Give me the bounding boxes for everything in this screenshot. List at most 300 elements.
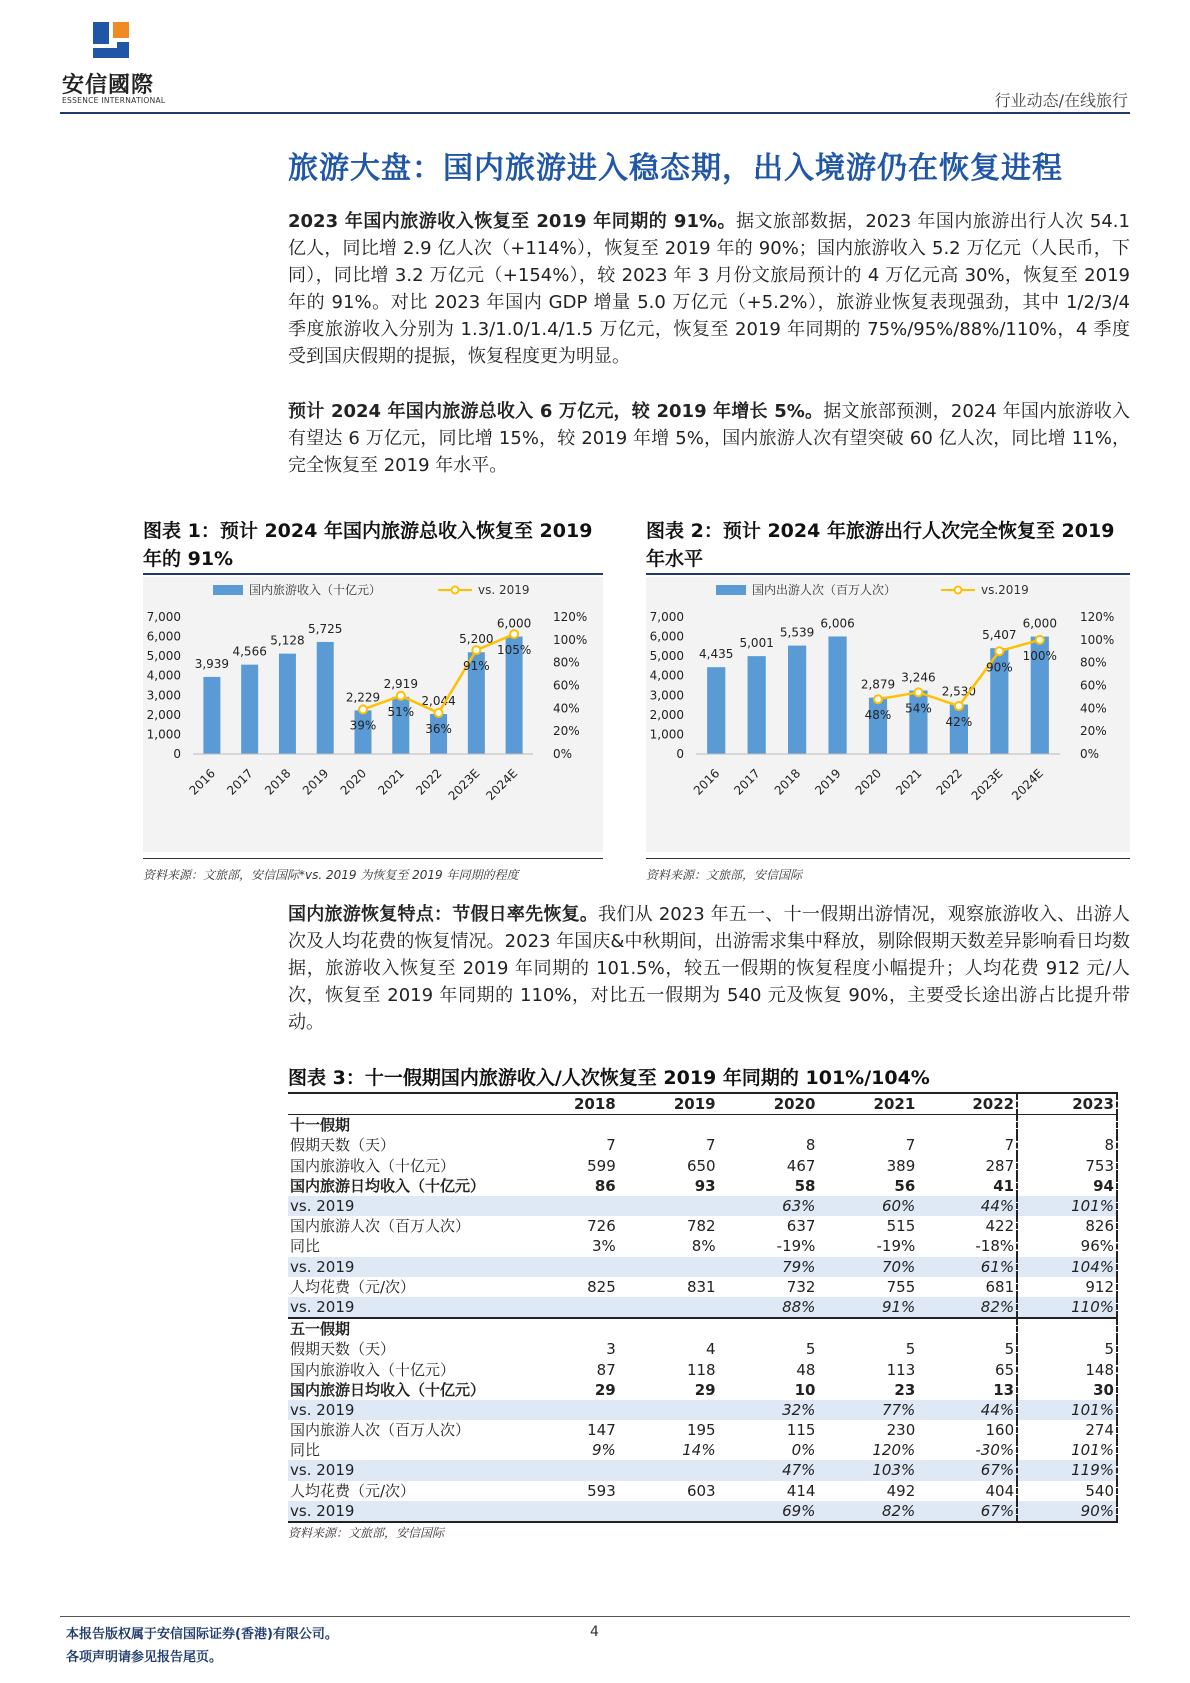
table-cell: 7 (606, 1136, 616, 1155)
table-cell: 91% (817, 1297, 917, 1318)
bar-value-label: 6,006 (820, 616, 855, 631)
y-tick-label: 1,000 (146, 727, 181, 742)
paragraph-body: 据文旅部数据，2023 年国内旅游出行人次 54.1 亿人，同比增 2.9 亿人次（+114%），恢复至 2019 年的 90%；国内旅游收入 5.2 万亿元（人民币，下同），同比增 3.2 万亿元（+154%），较 2023 年 3 月份文旅局预计的 4 万亿元高 30%，恢复至 2019 年的 91%。对比 2023 年国内 GDP 增量 5.0 万亿元（+5.2%），旅游业恢复表现强劲，其中 1/2/3/4 季度旅游收入分别为 1.3/1.0/1.4/1.5 万亿元，恢复至 2019 年同期的 75%/95%/88%/110%，4 季度受到国庆假期的提振，恢复程度更为明显。 (288, 211, 1130, 367)
table-cell: 287 (985, 1156, 1015, 1175)
y2-tick-label: 0% (553, 747, 573, 761)
bar-value-label: 3,939 (194, 656, 230, 671)
table-cell: 732 (786, 1277, 816, 1296)
table-section-row (288, 1318, 1117, 1339)
paragraph-lead: 2023 年国内旅游收入恢复至 2019 年同期的 91%。 (288, 211, 736, 232)
table-row (288, 1135, 1117, 1155)
bar (241, 665, 258, 754)
table-cell: 5 (1017, 1339, 1117, 1359)
row-label: vs. 2019 (288, 1196, 518, 1216)
table-cell: 56 (894, 1176, 916, 1195)
x-tick-label: 2022 (413, 766, 445, 798)
row-label: 十一假期 (290, 1116, 351, 1135)
bar-value-label: 6,000 (1022, 616, 1057, 631)
table-cell: 274 (1017, 1420, 1117, 1440)
table-cell: 8 (1017, 1135, 1117, 1155)
table-row (288, 1481, 1117, 1501)
row-label: 假期天数（天） (290, 1136, 396, 1155)
report-category: 行业动态/在线旅行 (994, 91, 1128, 110)
line-point (914, 688, 922, 696)
table-cell: 82% (917, 1297, 1017, 1318)
table-cell: 467 (786, 1156, 816, 1175)
table-cell (618, 1115, 718, 1136)
row-label: vs. 2019 (288, 1297, 518, 1318)
legend-line-marker (955, 587, 962, 594)
table-cell: 61% (917, 1257, 1017, 1277)
table-cell: 540 (1017, 1481, 1117, 1501)
table-cell: 3% (591, 1237, 616, 1256)
x-tick-label: 2018 (771, 766, 804, 798)
bar-value-label: 6,000 (496, 616, 532, 631)
x-tick-label: 2016 (690, 766, 723, 798)
table-cell: 650 (686, 1156, 716, 1175)
header-divider (60, 112, 1130, 114)
section-title: 旅游大盘：国内旅游进入稳态期，出入境游仍在恢复进程 (288, 151, 1063, 186)
x-tick-label: 2017 (224, 766, 256, 798)
table-cell: 88% (718, 1297, 818, 1318)
legend-bar-swatch (213, 585, 243, 595)
table-row (288, 1400, 1117, 1420)
table-cell (718, 1318, 818, 1339)
table-cell: 32% (718, 1400, 818, 1420)
row-label: 人均花费（元/次） (290, 1481, 416, 1500)
line-point (995, 647, 1003, 655)
x-tick-label: 2020 (852, 766, 885, 798)
table-cell: 681 (985, 1277, 1015, 1296)
bar (828, 636, 846, 754)
table-cell: 29 (694, 1380, 716, 1399)
table-cell: 82% (817, 1501, 917, 1522)
line-value-label: 90% (985, 660, 1013, 675)
table-cell (518, 1257, 618, 1277)
table-cell: 104% (1017, 1257, 1117, 1277)
paragraph-body: 据文旅部预测，2024 年国内旅游收入有望达 6 万亿元，同比增 15%，较 2019 年增 5%，国内旅游人次有望突破 60 亿人次，同比增 11%，完全恢复至 2019 年水平。 (288, 401, 1130, 476)
bar (950, 704, 968, 754)
table-cell (618, 1460, 718, 1480)
column-header: 2018 (574, 1095, 616, 1114)
table-cell: 414 (786, 1481, 816, 1500)
y-tick-label: 4,000 (146, 668, 181, 683)
table-cell (518, 1115, 618, 1136)
table-header-row (288, 1093, 1117, 1115)
y2-tick-label: 80% (1080, 655, 1107, 670)
table-cell: 101% (1017, 1440, 1117, 1460)
table-section-row (288, 1115, 1117, 1136)
x-tick-label: 2018 (262, 766, 294, 798)
bar-value-label: 2,879 (860, 677, 896, 692)
table-cell: 825 (587, 1277, 616, 1296)
table-cell (817, 1318, 917, 1339)
table-cell: 119% (1017, 1460, 1117, 1480)
bar (869, 698, 887, 754)
y-tick-label: 1,000 (649, 727, 684, 742)
table-cell: 86 (594, 1176, 616, 1195)
line-point (472, 646, 480, 654)
line-point (955, 702, 963, 710)
y2-tick-label: 20% (1080, 724, 1107, 739)
bar-value-label: 3,246 (901, 670, 936, 685)
table-cell: 90% (1017, 1501, 1117, 1522)
line-point (1036, 636, 1044, 644)
bar (317, 642, 334, 754)
line-value-label: 42% (945, 715, 973, 730)
table-cell (518, 1318, 618, 1339)
y-tick-label: 7,000 (146, 610, 181, 624)
line-point (435, 709, 443, 717)
legend-bar-swatch (716, 585, 746, 595)
bar (909, 690, 927, 754)
y2-tick-label: 120% (553, 610, 588, 624)
chart-revenue (143, 577, 603, 852)
line-value-label: 91% (462, 659, 490, 674)
table-cell (518, 1501, 618, 1522)
bar (203, 677, 220, 754)
figure1-caption: 图表 1：预计 2024 年国内旅游总收入恢复至 2019 年的 91% (143, 520, 593, 570)
table-cell (618, 1318, 718, 1339)
table-cell: 14% (682, 1441, 716, 1460)
table-cell: 79% (718, 1257, 818, 1277)
table-cell: 0% (791, 1441, 816, 1460)
table-cell: 41 (993, 1176, 1015, 1195)
table-cell (817, 1115, 917, 1136)
table-cell: 389 (886, 1156, 916, 1175)
table-cell: 7 (1004, 1136, 1015, 1155)
bar (707, 667, 725, 754)
x-tick-label: 2017 (731, 766, 763, 798)
table-cell: 603 (686, 1481, 716, 1500)
y2-tick-label: 20% (553, 724, 580, 739)
table-row (288, 1339, 1117, 1359)
table-cell: 101% (1017, 1196, 1117, 1216)
figure2-top-rule (646, 573, 1130, 575)
table-cell: 110% (1017, 1297, 1117, 1318)
line-point (510, 630, 518, 638)
line-value-label: 105% (496, 643, 532, 658)
column-header: 2021 (873, 1095, 916, 1114)
footer-copyright: 本报告版权属于安信国际证券(香港)有限公司。 (66, 1627, 338, 1642)
table-cell: 8% (691, 1237, 716, 1256)
legend-line-label: vs. 2019 (478, 583, 530, 597)
bar-value-label: 5,725 (308, 621, 343, 636)
column-header: 2023 (1017, 1093, 1117, 1115)
table-cell (1017, 1115, 1117, 1136)
table-cell: 101% (1017, 1400, 1117, 1420)
page-number: 4 (590, 1624, 599, 1640)
chart-trips (646, 577, 1130, 852)
footer-divider (60, 1616, 1130, 1617)
footer-disclaimer: 各项声明请参见报告尾页。 (66, 1650, 223, 1665)
table-row (288, 1297, 1117, 1318)
table-row (288, 1380, 1117, 1400)
table-row (288, 1440, 1117, 1460)
table-cell: 515 (886, 1217, 916, 1236)
x-tick-label: 2019 (299, 766, 332, 798)
line-point (874, 695, 882, 703)
bar-value-label: 5,407 (982, 628, 1017, 643)
y-tick-label: 5,000 (649, 649, 684, 664)
column-header: 2020 (773, 1095, 816, 1114)
row-label: 同比 (290, 1237, 321, 1256)
row-label: 国内旅游人次（百万人次） (290, 1217, 471, 1236)
table-cell: 87 (596, 1360, 616, 1379)
table-cell: 13 (993, 1380, 1015, 1399)
row-label: 假期天数（天） (290, 1340, 396, 1359)
table-cell: -18% (975, 1237, 1015, 1256)
table-row (288, 1277, 1117, 1297)
x-tick-label: 2021 (893, 766, 925, 798)
table-cell: 831 (686, 1277, 716, 1296)
holiday-table (288, 1092, 1118, 1523)
table-cell: 58 (794, 1176, 816, 1195)
table-cell: 912 (1017, 1277, 1117, 1297)
table-row (288, 1156, 1117, 1176)
table-source: 资料来源：文旅部，安信国际 (288, 1526, 445, 1540)
x-tick-label: 2016 (186, 766, 219, 798)
table-cell: 5 (905, 1340, 916, 1359)
table-cell: 93 (694, 1176, 716, 1195)
table-cell (618, 1501, 718, 1522)
table-cell (518, 1196, 618, 1216)
table-row (288, 1176, 1117, 1196)
bar (788, 646, 806, 754)
y2-tick-label: 0% (1080, 747, 1100, 761)
figure1-top-rule (143, 573, 603, 575)
table-cell (518, 1297, 618, 1318)
y2-tick-label: 60% (1080, 678, 1107, 693)
table-cell: 160 (985, 1421, 1015, 1440)
y2-tick-label: 100% (1080, 632, 1115, 647)
table-cell: 69% (718, 1501, 818, 1522)
line-value-label: 54% (905, 701, 932, 716)
table-cell: 70% (817, 1257, 917, 1277)
bar-value-label: 2,919 (383, 676, 418, 691)
bar-value-label: 2,044 (421, 693, 456, 708)
line-value-label: 39% (349, 718, 377, 733)
table-cell: 753 (1017, 1156, 1117, 1176)
bar-value-label: 4,566 (232, 644, 267, 659)
table-cell: 782 (686, 1217, 716, 1236)
y-tick-label: 6,000 (649, 629, 684, 644)
row-label: 国内旅游收入（十亿元） (290, 1360, 456, 1379)
table-cell (618, 1400, 718, 1420)
bar-value-label: 2,530 (941, 684, 977, 699)
bar-value-label: 5,128 (270, 633, 305, 648)
y-tick-label: 3,000 (649, 688, 684, 703)
table-cell: 8 (805, 1136, 816, 1155)
table-cell: 67% (917, 1460, 1017, 1480)
row-label: 国内旅游收入（十亿元） (290, 1156, 456, 1175)
table-cell (917, 1318, 1017, 1339)
table-cell: 44% (917, 1400, 1017, 1420)
paragraph-body: 我们从 2023 年五一、十一假期出游情况，观察旅游收入、出游人次及人均花费的恢复情况。2023 年国庆&中秋期间，出游需求集中释放，剔除假期天数差异影响看日均数据，旅游收入恢复至 2019 年同期的 101.5%，较五一假期的恢复程度小幅提升；人均花费 912 元/人次，恢复至 2019 年同期的 110%，对比五一假期为 540 元及恢复 90%，主要受长途出游占比提升带动。 (288, 904, 1131, 1033)
y-tick-label: 0 (676, 747, 684, 761)
y2-tick-label: 80% (553, 655, 580, 670)
y-tick-label: 7,000 (649, 610, 684, 624)
paragraph-2024-forecast (288, 398, 1130, 479)
legend-line-label: vs.2019 (981, 583, 1029, 597)
logo-mark-icon (93, 22, 129, 58)
table-cell: 47% (718, 1460, 818, 1480)
bar (279, 654, 296, 754)
logo-name-cn: 安信國際 (62, 73, 155, 98)
table-row (288, 1236, 1117, 1256)
legend-line-marker (452, 587, 459, 594)
table-cell: 5 (1004, 1340, 1015, 1359)
paragraph-domestic-revenue (288, 208, 1130, 370)
y-tick-label: 5,000 (146, 649, 181, 664)
table-cell: 4 (706, 1340, 716, 1359)
row-label: vs. 2019 (288, 1257, 518, 1277)
table-cell: 94 (1017, 1176, 1117, 1196)
table-row (288, 1257, 1117, 1277)
y-tick-label: 3,000 (146, 688, 181, 703)
table-cell: 23 (894, 1380, 916, 1399)
table-cell: 48 (796, 1360, 816, 1379)
table-row (288, 1196, 1117, 1216)
table-cell: 44% (917, 1196, 1017, 1216)
y2-tick-label: 40% (553, 701, 580, 716)
line-value-label: 36% (425, 721, 452, 736)
table-cell: 67% (917, 1501, 1017, 1522)
table-caption: 图表 3：十一假期国内旅游收入/人次恢复至 2019 年同期的 101%/104% (288, 1067, 930, 1089)
table-cell: 404 (985, 1481, 1015, 1500)
row-label: vs. 2019 (288, 1400, 518, 1420)
table-cell (718, 1115, 818, 1136)
figure2-bottom-rule (646, 858, 1130, 859)
x-tick-label: 2023E (445, 766, 483, 804)
y-tick-label: 2,000 (146, 707, 181, 722)
table-cell: 77% (817, 1400, 917, 1420)
table-cell: 30 (1017, 1380, 1117, 1400)
bar-value-label: 5,539 (779, 625, 815, 640)
table-row (288, 1359, 1117, 1379)
y-tick-label: 4,000 (649, 668, 684, 683)
row-label: 人均花费（元/次） (290, 1277, 416, 1296)
y-tick-label: 6,000 (146, 629, 181, 644)
table-cell (1017, 1318, 1117, 1339)
table-cell: -19% (876, 1237, 916, 1256)
figure1-source: 资料来源：文旅部，安信国际*vs. 2019 为恢复至 2019 年同期的程度 (143, 868, 519, 882)
table-cell: 230 (886, 1421, 916, 1440)
line-point (397, 692, 405, 700)
table-cell: 3 (606, 1340, 616, 1359)
table-cell: 726 (587, 1217, 616, 1236)
table-cell: 637 (786, 1217, 816, 1236)
table-cell (518, 1460, 618, 1480)
holiday-table-container (288, 1092, 1118, 1523)
table-cell (618, 1196, 718, 1216)
figure2-chart-area (646, 577, 1130, 852)
table-cell: 9% (591, 1441, 616, 1460)
x-tick-label: 2024E (1009, 766, 1046, 804)
table-cell: 60% (817, 1196, 917, 1216)
paragraph-lead: 国内旅游恢复特点：节假日率先恢复。 (288, 904, 599, 925)
paragraph-holiday-recovery (288, 901, 1130, 1036)
row-label: 国内旅游人次（百万人次） (290, 1421, 471, 1440)
logo-name-en: ESSENCE INTERNATIONAL (62, 96, 166, 105)
table-cell: 96% (1017, 1236, 1117, 1256)
table-cell: 826 (1017, 1216, 1117, 1236)
table-cell: 120% (872, 1441, 916, 1460)
x-tick-label: 2020 (337, 766, 370, 798)
table-cell: 5 (805, 1340, 816, 1359)
table-cell: 65 (995, 1360, 1015, 1379)
table-cell: 492 (886, 1481, 916, 1500)
line-point (359, 705, 367, 713)
table-cell (917, 1115, 1017, 1136)
y2-tick-label: 100% (553, 632, 588, 647)
legend-bar-label: 国内出游人次（百万人次） (752, 583, 897, 597)
table-cell (518, 1400, 618, 1420)
table-cell: 148 (1017, 1359, 1117, 1379)
table-cell: 63% (718, 1196, 818, 1216)
table-cell: 10 (794, 1380, 816, 1399)
table-cell: 118 (686, 1360, 716, 1379)
table-row (288, 1420, 1117, 1440)
table-cell: 29 (594, 1380, 616, 1399)
table-cell: 115 (786, 1421, 816, 1440)
bar-value-label: 5,001 (739, 636, 774, 651)
table-cell: -30% (975, 1441, 1015, 1460)
row-label: vs. 2019 (288, 1460, 518, 1480)
y-tick-label: 0 (173, 747, 181, 761)
table-cell: 599 (587, 1156, 616, 1175)
x-tick-label: 2021 (375, 766, 407, 798)
y2-tick-label: 60% (553, 678, 580, 693)
table-cell: -19% (776, 1237, 816, 1256)
figure1-chart-area (143, 577, 603, 852)
x-tick-label: 2019 (812, 766, 844, 798)
table-cell: 7 (706, 1136, 716, 1155)
row-label: 五一假期 (290, 1320, 351, 1339)
table-cell (618, 1297, 718, 1318)
table-cell: 7 (905, 1136, 916, 1155)
figure1-bottom-rule (143, 858, 603, 859)
bar (748, 656, 766, 754)
table-cell: 593 (587, 1481, 616, 1500)
bar-value-label: 5,200 (459, 632, 494, 647)
bar-value-label: 2,229 (345, 690, 381, 705)
x-tick-label: 2024E (483, 766, 521, 804)
table-cell: 147 (587, 1421, 616, 1440)
paragraph-lead: 预计 2024 年国内旅游总收入 6 万亿元，较 2019 年增长 5%。 (288, 401, 824, 422)
line-value-label: 51% (387, 704, 415, 719)
row-label: 国内旅游日均收入（十亿元） (290, 1176, 486, 1195)
figure2-source: 资料来源：文旅部，安信国际 (646, 868, 803, 882)
table-row (288, 1460, 1117, 1480)
table-cell: 103% (817, 1460, 917, 1480)
table-cell: 755 (886, 1277, 916, 1296)
table-cell: 195 (686, 1421, 716, 1440)
line-value-label: 100% (1022, 648, 1057, 663)
figure2-caption: 图表 2：预计 2024 年旅游出行人次完全恢复至 2019 年水平 (646, 520, 1115, 570)
y2-tick-label: 40% (1080, 701, 1107, 716)
row-label: vs. 2019 (288, 1501, 518, 1522)
table-cell: 422 (985, 1217, 1015, 1236)
y-tick-label: 2,000 (649, 707, 684, 722)
table-row (288, 1216, 1117, 1236)
row-label: 同比 (290, 1441, 321, 1460)
column-header (288, 1093, 518, 1115)
y2-tick-label: 120% (1080, 610, 1115, 624)
table-cell: 113 (886, 1360, 916, 1379)
bar-value-label: 4,435 (699, 647, 734, 662)
table-row (288, 1501, 1117, 1522)
